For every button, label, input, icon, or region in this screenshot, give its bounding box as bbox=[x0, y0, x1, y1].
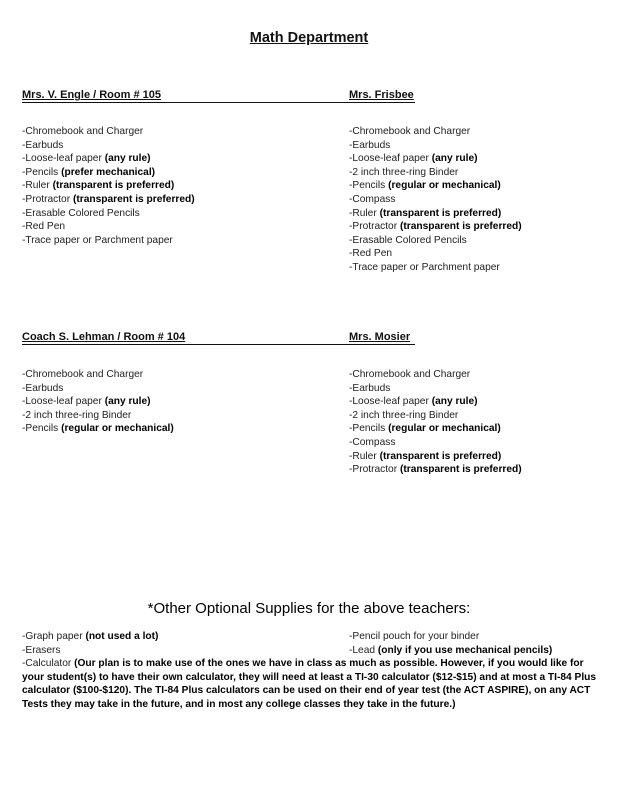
list-item: -Earbuds bbox=[349, 139, 391, 151]
section-header-row-2 bbox=[22, 331, 415, 345]
teacher-header-engle: Mrs. V. Engle / Room # 105 bbox=[22, 89, 161, 101]
list-item: -Erasable Colored Pencils bbox=[349, 234, 467, 246]
list-item: -Earbuds bbox=[22, 382, 64, 394]
optional-supplies-title: *Other Optional Supplies for the above teachers: bbox=[147, 600, 471, 617]
list-item: -Erasers bbox=[22, 644, 61, 656]
list-item: -Protractor (transparent is preferred) bbox=[349, 221, 522, 233]
list-item: -Lead (only if you use mechanical pencils) bbox=[349, 644, 553, 656]
list-item: -Earbuds bbox=[22, 139, 64, 151]
list-item: -Protractor (transparent is preferred) bbox=[22, 193, 195, 205]
list-item: -Chromebook and Charger bbox=[349, 126, 471, 137]
teacher-header-lehman: Coach S. Lehman / Room # 104 bbox=[22, 331, 186, 343]
list-item: -Pencils (regular or mechanical) bbox=[349, 180, 501, 192]
optional-list-left bbox=[22, 630, 158, 657]
list-item: -Chromebook and Charger bbox=[349, 369, 471, 380]
list-item: -Compass bbox=[349, 436, 396, 448]
list-item: -Loose-leaf paper (any rule) bbox=[22, 396, 151, 408]
list-item: -Loose-leaf paper (any rule) bbox=[22, 153, 151, 165]
supply-list-engle bbox=[22, 125, 195, 247]
list-item: -Red Pen bbox=[22, 221, 66, 233]
list-item: -Red Pen bbox=[349, 248, 393, 260]
list-item: -Trace paper or Parchment paper bbox=[22, 234, 173, 246]
page-title: Math Department bbox=[249, 30, 369, 46]
teacher-header-mosier: Mrs. Mosier bbox=[349, 331, 411, 343]
list-item: -Pencils (prefer mechanical) bbox=[22, 166, 156, 178]
list-item: -Ruler (transparent is preferred) bbox=[349, 450, 502, 462]
list-item: -Earbuds bbox=[349, 382, 391, 394]
list-item: -Compass bbox=[349, 193, 396, 205]
list-item: -2 inch three-ring Binder bbox=[349, 409, 459, 421]
list-item: -Graph paper (not used a lot) bbox=[22, 631, 159, 642]
supply-list-lehman bbox=[22, 368, 174, 436]
list-item: -Ruler (transparent is preferred) bbox=[22, 180, 175, 192]
list-item: -Chromebook and Charger bbox=[22, 369, 144, 380]
section-header-row-1 bbox=[22, 89, 415, 103]
list-item: -Loose-leaf paper (any rule) bbox=[349, 396, 478, 408]
teacher-header-frisbee: Mrs. Frisbee bbox=[349, 89, 414, 101]
list-item: -2 inch three-ring Binder bbox=[22, 409, 132, 421]
calculator-note: -Calculator (Our plan is to make use of the ones we have in class as much as possible. However, if you would like for your student(s) to have their own calculator, they will need at least a TI-30 calculator ($12-$15) and at most a TI-84 Plus calculator ($100-$120). The TI-84 Plus calculators can be used on their end of year test (the ACT ASPIRE), on any ACT Tests they may take in the future, and in most any college classes they take in the future.) bbox=[22, 658, 597, 710]
list-item: -Ruler (transparent is preferred) bbox=[349, 207, 502, 219]
supply-list-frisbee bbox=[349, 125, 522, 275]
list-item: -Chromebook and Charger bbox=[22, 126, 144, 137]
list-item: -Pencils (regular or mechanical) bbox=[22, 423, 174, 435]
list-item: -2 inch three-ring Binder bbox=[349, 166, 459, 178]
list-item: -Trace paper or Parchment paper bbox=[349, 261, 500, 273]
optional-list-right bbox=[349, 630, 552, 657]
list-item: -Protractor (transparent is preferred) bbox=[349, 464, 522, 476]
list-item: -Pencils (regular or mechanical) bbox=[349, 423, 501, 435]
list-item: -Loose-leaf paper (any rule) bbox=[349, 153, 478, 165]
supply-list-mosier bbox=[349, 368, 522, 477]
list-item: -Pencil pouch for your binder bbox=[349, 631, 480, 642]
list-item: -Erasable Colored Pencils bbox=[22, 207, 140, 219]
